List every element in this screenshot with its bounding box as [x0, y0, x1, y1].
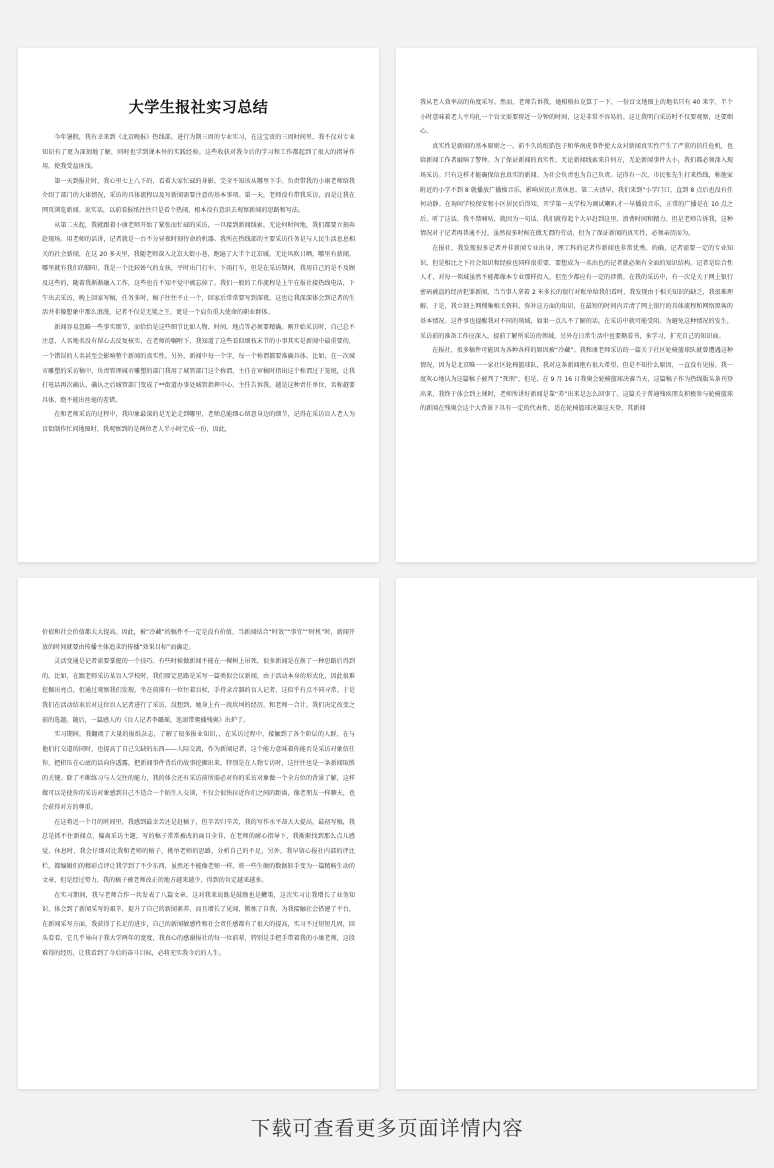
paragraph: 今年暑假，我有幸来到《北京晚报》热线部，进行为期三周的专业实习，在这宝贵的三周时间里，我不仅对专业知识有了更为深刻地了解，同时也学到课本外的实践经验。这些收获对我今后的学习和工作都起到了很大的指导作用，使我受益匪浅。	[42, 134, 355, 171]
download-more-prompt[interactable]: 下载可查看更多页面详情内容	[250, 1116, 524, 1140]
paragraph: 实习期间，我翻阅了大量的报纸杂志，了解了很多报业知识，，在采访过程中，接触到了各个阶层的人群，在与他们打交道的同时，也提高了自己欠缺的东西——人际交流，作为新闻记者，这个能力意味着你能否是采访对象信任你，把积压在心底的话向你透露，把新闻事件背后的故事挖掘出来。特别是在人物专访时，这往往也是一条新闻取胜的关键。除了不断练习与人交往的能力，我的体会还有采访前所需必对你的采访对象做一个全方位的背景了解，这样做可以是使你的采访对象感到自己不适合一个陌生人交谈，不仅会很快拉近你们之间的距离，像老朋友一样聊天，也会获得对方的尊重。	[42, 731, 355, 812]
paragraph: 灵活变通是记者需要掌握的一个技巧。有些时候做新闻不能在一棵树上吊死，很多新闻是在换了一种思路后得到的。比如，在跟老师采访某盲人学校时，我们原定思路是采写一篇类似会议新闻，由于活动本身的形式化，因此很难挖掘出亮点。但通过观察我们发现，坐在前排有一位往着盲杖，手持录音器的盲人记者，这似乎有点不同寻常。于是我们在活动结束后对这位盲人记者进行了采访，没想到，她身上有一段坎坷的经历，和老师一合计，我们决定改变之前的选题。随后，一篇感人的《盲人记者李璐瑶，连滚带爬播残奥》出炉了。	[42, 658, 355, 724]
paragraph: 真实性是新闻的基本原则之一。前不久的纸馅包子和华南虎事件使大众对新闻真实性产生了严重的信任危机，也给新闻工作者敲响了警钟。为了保证新闻的真实性，无论新闻线索来自何方，无论新闻事件大小，我们都必须深入现场采访。只有这样才能确保信息真实的新闻。为社会负责也为自己负责。记得有一次，市民张先生打来热线，称他家附近的小学不到 8 就播放广播操音乐，影响居民正常休息。第二天清早，我们来到“小学门口，直到 8 点后也没有任何动静。在询问学校保安和小区居民后得知，开学第一天学校为调试喇叭才一早播放音乐，正常的广播是在 10 点之后。听了这话，我不禁喃咕，就因为一句话，我们就得起个大早赶到这里，浪费时间和精力。但是老师告诉我，这种情况对于记者再普通不过，虽然很多时候在做无谓的劳动，但为了保证新闻的真实性，必须亲历而为。	[420, 142, 733, 238]
paragraph: 在和老师采访的过程中，我印象最深的是无论走到哪里，老师总能细心留意身边的细节，记得在采访盲人老人为盲街制作忙问地图时，我观察到的是两位老人半小时完成一份，因此，	[42, 411, 355, 433]
document-title: 大学生报社实习总结	[128, 98, 269, 116]
paragraph: 在报社，我发现很多记者并非新闻专业出身，理工科的记者作新闻也非常优秀。的确，记者需要一定的专业知识，但是相比之下社会知识和经验也同样很重要，要想成为一名出色的记者就必须有全面的知识结构。记者是综合性人才，对每一领域虽然不能都像本专业那样投入，但至少都应有一定的涉猎。在我的采访中，有一次是关于网上银行密码被盗的经济犯罪新闻，当当事人拿着 2 米多长的银行对账单给我们看时，我发现由于相关知识的缺乏，我很难理解。于是，我立刻上网搜集相关资料，弥补这方面的知识，在最短的时间内弄清了网上银行的具体流程和网络黑客的基本情况。这件事也提醒我对不同的领域，如果一点儿不了解的话，在采访中就可能受阻。为避免这种情况的发生，采访前的准备工作应深入，提前了解所采访的领域，另外在日常生活中也要勤看书，多学习，扩充自己的知识面。	[420, 244, 733, 340]
document-page-3	[18, 578, 379, 1089]
paragraph: 我从老人效率高的角度采写。然而，老师告诉我，她相格拉克算了一下，一份盲文地图上的地名只有 40 来字，半个小时意味着老人平均扎一个盲文需要将近一分钟的时间，这是非常不容易的。这让我明白采访时不仅要观察，还要细心。	[420, 99, 733, 136]
paragraph: 在报社，很多稿件可能因为各种各样的原因被“冷藏”。我和康老师采访的一篇关于社区轮椅篮球队就曾遭遇这种情况，因为是北京唯一一家社区轮椅篮球队，我对这条新闻抱有很大希望，但是不知什么原因，一直没有见报。我一度灰心地认为这篇稿子被判了“死刑”，但是，在 9 月 16 日我奥会轮椅篮球决赛当天，这篇稿子作为热线版头条刊登出来，我终于体会到上课时，老师所讲好新闻是靠“养”出来是怎么回事了。这篇关于普通残疾朋友积极参与轮椅篮球的新闻在残奥会这个大背景下具有一定的代表性，适在轮椅篮球决赛这天登，其新闻	[420, 347, 733, 413]
document-page-4-blank	[396, 578, 757, 1089]
paragraph: 第一天到报社时，我心里七上八下的，看着大家忙碌的身影，完全不知该从哪里下手。负责带我的小康老师给我介绍了部门的大体情况，采访的具体流程以及写新闻需要注意的基本事项。第一天，老师没有带我采访，而是让我在网页浏览新闻。说实话，以前看报纸往往只是看个热闹，根本没有意识去观察新闻的思路和写法。	[42, 177, 355, 214]
paragraph: 在这将近一个月的时间里，我感到最幸苦还是赶稿子，但辛苦归辛苦，我的写作水平却大大提高。最初写稿，我总是抓不住新闻点，偏离采访主题，写的稿子常常被改的面目全非，在老师的耐心指导下，我渐渐找到那么点儿感觉，休息时，我会仔细对比我和老师的稿子，挑单老师的思路，分析自己的不足，另外，我早留心报社内部的评比栏，都编辑们的精彩点评让我学到了不少东西，虽然还不能像老师一样，将一些生硬的数据转手变为一篇精畅生动的文章，但是经过努力，我的稿子被老师改正的地方越来越少，得到的肯定越来越多。	[42, 818, 355, 885]
paragraph: 在实习期间，我与老师合作一共发表了八篇文章，这对我来说既是鼓励也是鞭策，这次实习让我增长了业务知识，体会到了新闻采写的艰辛，提升了自己的新闻素养，而且增长了见闻，锻炼了自我，为我接触社会搭建了平台，在新闻采写方面，我获得了长足的进步，自己的新闻敏感性和社会责任感都有了很大的提高，实习不过短短几周，回头看看，它几乎导向于我大学两年的宽度，我真心的感谢报社的每一位前辈，特别是手把手带着我的小康老师，这段难得的经历，让我看到了今后的奋斗目标，必将充实我今后的人生。	[42, 891, 355, 958]
document-page-2	[396, 48, 757, 562]
paragraph: 新闻容易忽略一些事实细节，而恰恰是这些细节比如人物、时间、地点等必须要精确。刚开始采访时，自己总不注意，人名地名没有留心去反复核实，在老师的嘱咐下，我知道了这些看似细枝末节的小事其实是新闻中最重要的，一个错误的人名甚至会影响整个新闻的真实性。另外，新闻中每一个字、每一个称谓都要准确具体。比如，在一次城市雕塑的采访稿中，负责管理城市雕塑的部门我用了城管部门这个称谓，主任在审稿时指出这个称谓过于笼统，让我打电话再次确认，确认之后城管部门变成了**街道办事处城管指挥中心，主任告诉我，越是这种责任单位，名称越要具体，绝不能出丝毫的差错。	[42, 323, 355, 404]
paragraph: 价值和社会价值都大大提高。因此，被“冷藏”的稿件不一定是没有价值，当新闻结合“时效”“事宜”“时机”时，新闻开放的时间就要由传播主体追求的传播“效果目标”而确定。	[42, 629, 355, 651]
document-page-1	[18, 48, 379, 562]
paragraph: 从第二天起，我就跟着小康老师开始了紧张而忙碌的采访，一旦接到新闻线索，无论何时何地，我们都要立刻奔赴现场。用老师的话讲，记者就是一台不分昼夜时刻待命的机器。我所在热线部的主要采访任务是与人民生活息息相关的社会新闻，在这 20 多天里，我随老师深入北京大街小巷，跑遍了大半个北京城。无论风吹日晒，哪里有新闻，哪里就有我们的脚印，我是一个比较娇气的女孩，平时出门打伞、下雨打车，但是在采访期间，我用自己的是不及顾及这些的，随着我渐渐融入工作，这些也在不知不觉中被忘掉了。我们一般的工作流程是上午在报社接热线电话，下午出去采访，晚上回家写稿，任务多时，稿子往往不止一个，回家后常常要写到深夜。这也让我深深体会到记者的生活并非像想象中那么浪漫，记者不仅是无冕之王，更是一个肩负重大使命的职业群体。	[42, 221, 355, 317]
